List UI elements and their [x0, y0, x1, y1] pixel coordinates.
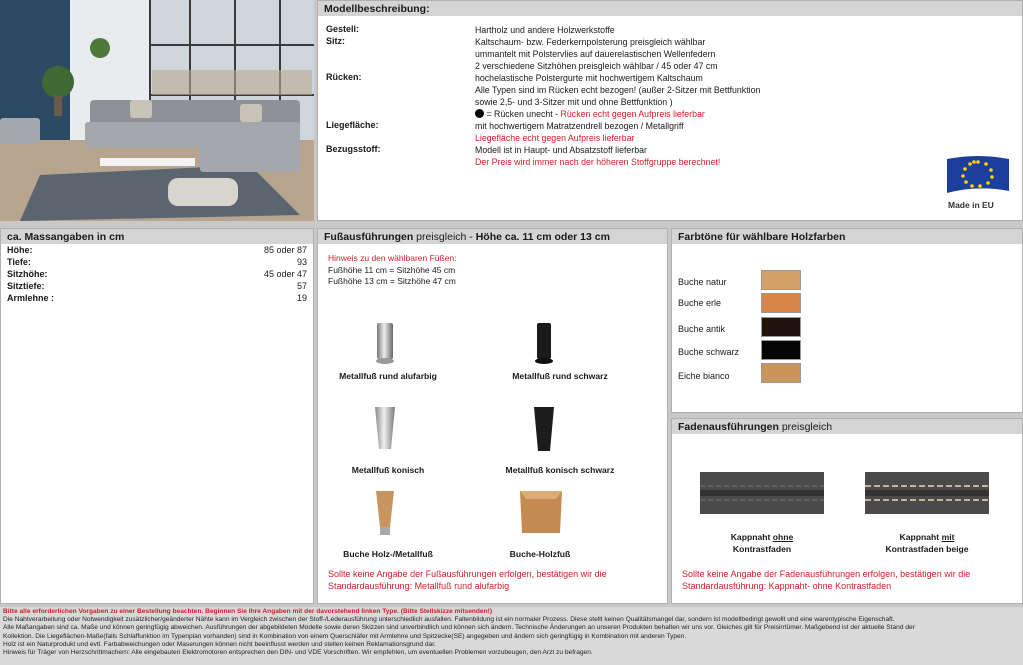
- footer-line: Kollektion. Die Liegeflächen-Maße(falls Schlaffunktion im Typenplan vorhanden) sind in Kombination von einem Querschläfer mit Armlehne und Spitzecke(SE) angegeben und ändern sich geringfügig in Kombination mit anderen Typen.: [3, 632, 687, 640]
- feet-panel: [317, 228, 668, 604]
- black-dot-icon: [475, 109, 484, 118]
- made-in-eu-label: Made in EU: [948, 200, 994, 210]
- foot-beech-wood-image: [516, 489, 566, 539]
- color-name: Eiche bianco: [678, 371, 730, 381]
- text-ruecken-3: sowie 2,5- und 3-Sitzer mit und ohne Bettfunktion ): [475, 97, 673, 107]
- feet-hint-title: Hinweis zu den wählbaren Füßen:: [328, 253, 457, 263]
- foot-label-beech-metal: Buche Holz-/Metallfuß: [343, 549, 433, 559]
- thread-note-2: Standardausführung: Kappnaht- ohne Kontrastfaden: [682, 581, 892, 591]
- label-liegeflaeche: Liegefläche:: [326, 120, 379, 130]
- measure-row: Armlehne : 19: [7, 293, 307, 303]
- footer-line: Hinweis für Träger von Herzschrittmachern: Alle eingebauten Elektromotoren entsprechen den DIN- und VDE Vorschriften. Wir empfehlen, um eventuellen Problemen vorzubeugen, den Arzt zu befragen.: [3, 649, 593, 657]
- footer-line: Holz ist ein Naturprodukt und evtl. Farbabweichungen oder Maserungen können nicht beeinflusst werden und stellen keinen Reklamationsgrund dar.: [3, 640, 436, 648]
- eu-flag-icon: [943, 153, 1013, 197]
- label-gestell: Gestell:: [326, 24, 360, 34]
- text-sitz-3: 2 verschiedene Sitzhöhen preisgleich wählbar / 45 oder 47 cm: [475, 61, 718, 71]
- foot-label-conical-black: Metallfuß konisch schwarz: [505, 465, 615, 475]
- measure-row: Tiefe: 93: [7, 257, 307, 267]
- measure-row: Sitzhöhe: 45 oder 47: [7, 269, 307, 279]
- color-swatch-buche-antik: [761, 317, 801, 337]
- color-swatch-buche-natur: [761, 270, 801, 290]
- color-name: Buche erle: [678, 298, 722, 308]
- price-red-note: Der Preis wird immer nach der höheren Stoffgruppe berechnet!: [475, 157, 721, 167]
- model-description-panel: [317, 0, 1023, 221]
- text-gestell: Hartholz und andere Holzwerkstoffe: [475, 25, 615, 35]
- model-description-title: Modellbeschreibung:: [318, 1, 1022, 16]
- label-ruecken: Rücken:: [326, 72, 362, 82]
- seam-without-contrast-image: [700, 472, 824, 514]
- text-sitz-1: Kaltschaum- bzw. Federkernpolsterung preisgleich wählbar: [475, 37, 706, 47]
- thread-note-1: Sollte keine Angabe der Fadenausführungen erfolgen, bestätigen wir die: [682, 569, 971, 579]
- text-bezugsstoff: Modell ist in Haupt- und Absatzstoff lieferbar: [475, 145, 647, 155]
- back-note-black: = Rücken unecht -: [486, 109, 559, 119]
- foot-round-alu-image: [373, 321, 397, 369]
- text-ruecken-1: hochelastische Polstergurte mit hochwertigem Kaltschaum: [475, 73, 703, 83]
- color-name: Buche antik: [678, 324, 726, 334]
- wood-colors-panel: [671, 228, 1023, 413]
- color-name: Buche schwarz: [678, 347, 740, 357]
- label-sitz: Sitz:: [326, 36, 345, 46]
- color-swatch-eiche-bianco: [761, 363, 801, 383]
- footer-notes: [0, 607, 1023, 665]
- text-ruecken-2: Alle Typen sind im Rücken echt bezogen! (außer 2-Sitzer mit Bettfunktion: [475, 85, 761, 95]
- back-note-red: Rücken echt gegen Aufpreis lieferbar: [560, 109, 705, 119]
- seam-with-contrast-image: [865, 472, 989, 514]
- back-note: [475, 108, 705, 120]
- text-liegeflaeche: mit hochwertigem Matratzendrell bezogen / Metallgriff: [475, 121, 684, 131]
- foot-label-round-black: Metallfuß rund schwarz: [512, 371, 608, 381]
- measure-row: Höhe: 85 oder 87: [7, 245, 307, 255]
- foot-label-conical-alu: Metallfuß konisch: [351, 465, 425, 475]
- liegeflaeche-red-note: Liegefläche echt gegen Aufpreis lieferbar: [475, 133, 635, 143]
- foot-label-round-alu: Metallfuß rund alufarbig: [339, 371, 437, 381]
- seam-label-with: Kappnaht mit Kontrastfaden beige: [885, 532, 969, 554]
- color-name: Buche natur: [678, 277, 727, 287]
- foot-round-black-image: [532, 321, 556, 369]
- measurements-title: ca. Massangaben in cm: [1, 229, 313, 244]
- color-swatch-buche-schwarz: [761, 340, 801, 360]
- foot-conical-black-image: [532, 405, 556, 455]
- seam-label-without: Kappnaht ohne Kontrastfaden: [730, 532, 794, 554]
- feet-note-1: Sollte keine Angabe der Fußausführungen erfolgen, bestätigen wir die: [328, 569, 607, 579]
- product-photo: [0, 0, 314, 221]
- footer-warning: Bitte alle erforderlichen Vorgaben zu einer Bestellung beachten. Beginnen Sie Ihre Angaben mit der davorstehend linken Type. (Bitte Stellskizze mitsenden!): [3, 608, 493, 615]
- thread-panel: [671, 418, 1023, 604]
- footer-line: Die Nahtverarbeitung oder Notwendigkeit zusätzlicher/geänderter Nähte kann im Vergleich zwischen der Stoff-/Lederausführung unterschiedlich ausfallen. Faltenbildung ist ein normaler Prozess. Diese stellt keinen Qualitätsmangel dar, sondern ist modellbedingt gewollt und eine warentypische Eigenschaft.: [3, 616, 895, 624]
- text-sitz-2: ummantelt mit Polstervlies auf dauerelastischen Wellenfedern: [475, 49, 716, 59]
- foot-label-beech-wood: Buche-Holzfuß: [509, 549, 571, 559]
- feet-note-2: Standardausführung: Metallfuß rund alufarbig: [328, 581, 510, 591]
- footer-line: Alle Maßangaben sind ca. Maße und können geringfügig abweichen. Ausführungen der abgebildeten Modelle sowie deren Skizzen sind unverbindlich und können sich ändern. Technische Änderungen an unseren Produkten behalten wir uns vor. Gleiches gilt für Preisirrtümer. Maßgebend ist der aktuelle Stand der: [3, 624, 915, 632]
- thread-title: Fadenausführungen preisgleich: [672, 419, 1022, 434]
- foot-beech-metal-image: [373, 489, 397, 541]
- feet-hint-2: Fußhöhe 13 cm = Sitzhöhe 47 cm: [328, 276, 456, 286]
- feet-hint-1: Fußhöhe 11 cm = Sitzhöhe 45 cm: [328, 265, 456, 275]
- measurements-panel: [0, 228, 314, 604]
- label-bezugsstoff: Bezugsstoff:: [326, 144, 381, 154]
- measure-row: Sitztiefe: 57: [7, 281, 307, 291]
- wood-colors-title: Farbtöne für wählbare Holzfarben: [672, 229, 1022, 244]
- color-swatch-buche-erle: [761, 293, 801, 313]
- feet-title: Fußausführungen preisgleich - Höhe ca. 11 cm oder 13 cm: [318, 229, 667, 244]
- foot-conical-alu-image: [373, 405, 397, 455]
